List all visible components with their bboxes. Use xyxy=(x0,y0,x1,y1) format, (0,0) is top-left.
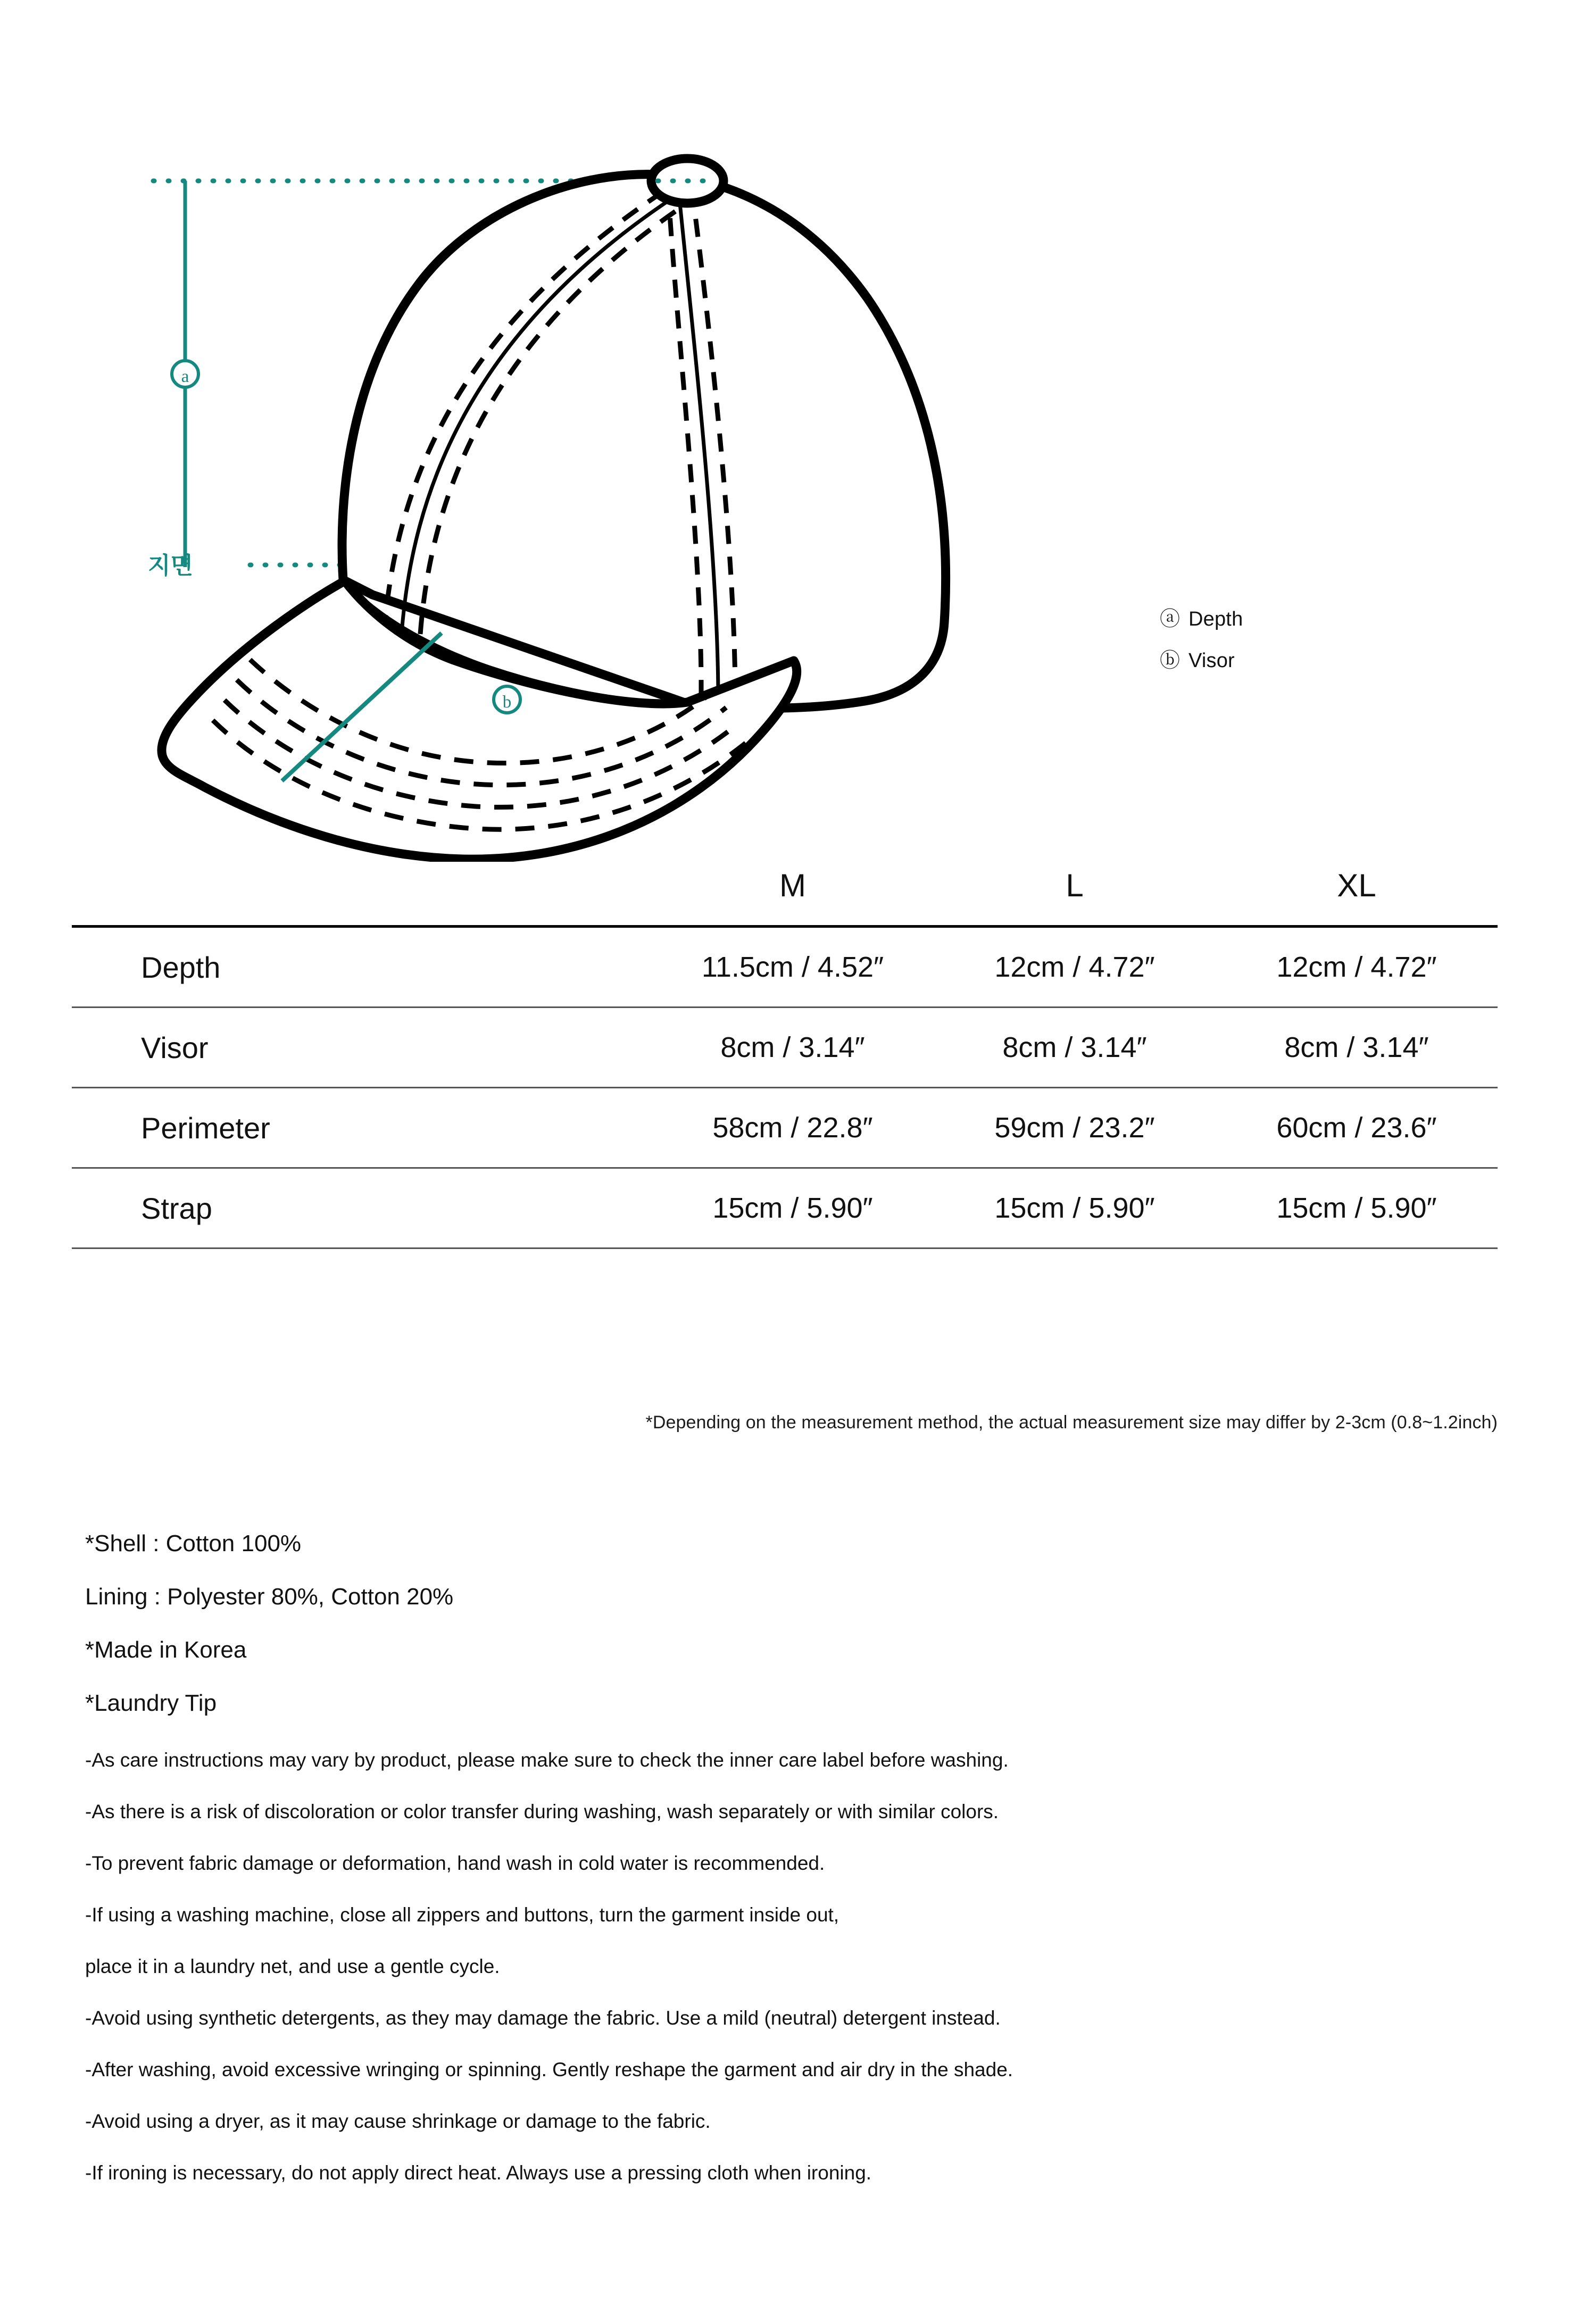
legend-label-depth: Depth xyxy=(1188,607,1243,630)
tip-line: -As care instructions may vary by product, please make sure to check the inner care label before washing. xyxy=(85,1749,1009,1771)
header-size-xl: XL xyxy=(1337,868,1376,903)
diagram-legend xyxy=(1160,598,1426,681)
tip-line: -After washing, avoid excessive wringing or spinning. Gently reshape the garment and air dry in the shade. xyxy=(85,2059,1013,2080)
cell-strap-l: 15cm / 5.90″ xyxy=(934,1168,1216,1248)
header-size-m: M xyxy=(779,868,806,903)
cell-perimeter-xl: 60cm / 23.6″ xyxy=(1216,1088,1498,1168)
tip-line: -To prevent fabric damage or deformation, hand wash in cold water is recommended. xyxy=(85,1852,825,1874)
cell-depth-m: 11.5cm / 4.52″ xyxy=(652,927,934,1008)
table-header-row xyxy=(72,867,1498,927)
material-info-block xyxy=(85,1532,1522,1745)
legend-item-visor xyxy=(1160,640,1426,681)
table-row xyxy=(72,1008,1498,1088)
row-label-visor: Visor xyxy=(72,1008,652,1088)
tip-line: -Avoid using synthetic detergents, as they may damage the fabric. Use a mild (neutral) detergent instead. xyxy=(85,2007,1001,2029)
table-row xyxy=(72,1168,1498,1248)
tip-line: -If ironing is necessary, do not apply direct heat. Always use a pressing cloth when ironing. xyxy=(85,2162,872,2184)
header-size-l: L xyxy=(1066,868,1084,903)
row-label-perimeter: Perimeter xyxy=(72,1088,652,1168)
tip-line: -If using a washing machine, close all zippers and buttons, turn the garment inside out, xyxy=(85,1904,839,1926)
info-origin: *Made in Korea xyxy=(85,1637,247,1663)
table-body xyxy=(72,927,1498,1248)
info-lining: Lining : Polyester 80%, Cotton 20% xyxy=(85,1584,454,1610)
cell-depth-l: 12cm / 4.72″ xyxy=(934,927,1216,1008)
tip-line-continuation: place it in a laundry net, and use a gentle cycle. xyxy=(85,1955,500,1977)
cell-perimeter-l: 59cm / 23.2″ xyxy=(934,1088,1216,1168)
cell-strap-xl: 15cm / 5.90″ xyxy=(1216,1168,1498,1248)
legend-marker-a-icon: ⓐ xyxy=(1160,608,1181,630)
info-laundry-tip-heading: *Laundry Tip xyxy=(85,1690,217,1716)
ground-label: 지면 xyxy=(148,552,194,579)
cap-technical-drawing xyxy=(122,122,1059,862)
header-corner-cell xyxy=(72,867,652,927)
table-header xyxy=(72,867,1498,927)
svg-text:b: b xyxy=(502,693,512,712)
legend-label-visor: Visor xyxy=(1188,649,1235,672)
laundry-tips-block xyxy=(85,1750,1522,2215)
svg-text:a: a xyxy=(181,367,189,386)
table-row xyxy=(72,927,1498,1008)
measurement-disclaimer: *Depending on the measurement method, the actual measurement size may differ by 2-3cm (0.8~1.2inch) xyxy=(645,1412,1498,1433)
measurements-table xyxy=(72,867,1498,1249)
legend-marker-b-icon: ⓑ xyxy=(1160,650,1181,672)
cell-visor-l: 8cm / 3.14″ xyxy=(934,1008,1216,1088)
table-row xyxy=(72,1088,1498,1168)
tip-line: -As there is a risk of discoloration or color transfer during washing, wash separately or with similar colors. xyxy=(85,1801,999,1822)
cell-visor-xl: 8cm / 3.14″ xyxy=(1216,1008,1498,1088)
cell-depth-xl: 12cm / 4.72″ xyxy=(1216,927,1498,1008)
marker-a-icon xyxy=(172,361,198,387)
tip-line: -Avoid using a dryer, as it may cause shrinkage or damage to the fabric. xyxy=(85,2110,711,2132)
cap-illustration-panel xyxy=(0,0,1596,851)
marker-b-icon xyxy=(494,686,520,713)
row-label-strap: Strap xyxy=(72,1168,652,1248)
cell-strap-m: 15cm / 5.90″ xyxy=(652,1168,934,1248)
info-shell: *Shell : Cotton 100% xyxy=(85,1530,302,1556)
cell-perimeter-m: 58cm / 22.8″ xyxy=(652,1088,934,1168)
legend-item-depth xyxy=(1160,598,1426,640)
size-chart-table xyxy=(72,867,1498,1249)
row-label-depth: Depth xyxy=(72,927,652,1008)
cell-visor-m: 8cm / 3.14″ xyxy=(652,1008,934,1088)
